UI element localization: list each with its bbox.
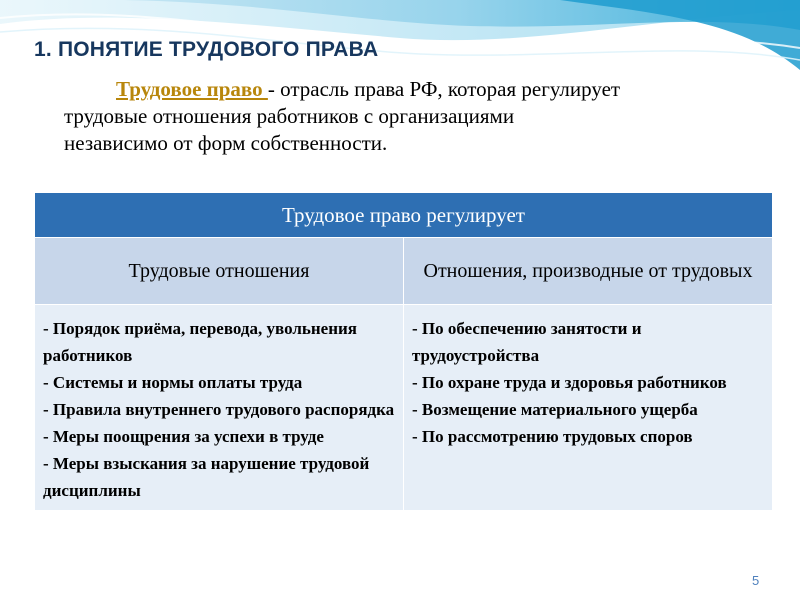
intro-line-1	[64, 76, 774, 103]
column-header-labor-relations: Трудовые отношения	[35, 238, 404, 305]
intro-definition: - отрасль права РФ, которая регулирует	[267, 77, 621, 101]
derived-relations-cell	[404, 305, 773, 511]
list-item: - Меры поощрения за успехи в труде	[43, 427, 324, 446]
list-item: - Правила внутреннего трудового распорядка	[43, 400, 395, 419]
labor-law-table	[34, 192, 773, 511]
list-item: - Системы и нормы оплаты труда	[43, 373, 303, 392]
intro-paragraph	[64, 76, 774, 157]
list-item: - Возмещение материального ущерба	[412, 400, 698, 419]
table-header: Трудовое право регулирует	[35, 193, 773, 238]
list-item: - Порядок приёма, перевода, увольнения работников	[43, 319, 357, 365]
list-item: - По охране труда и здоровья работников	[412, 373, 727, 392]
column-header-derived-relations: Отношения, производные от трудовых	[404, 238, 773, 305]
intro-line-3: независимо от форм собственности.	[64, 131, 388, 155]
labor-relations-cell	[35, 305, 404, 511]
slide-title: 1. ПОНЯТИЕ ТРУДОВОГО ПРАВА	[34, 38, 379, 61]
intro-term: Трудовое право	[116, 77, 268, 101]
intro-line-2: трудовые отношения работников с организациями	[64, 104, 515, 128]
page-number: 5	[752, 573, 760, 588]
list-item: - Меры взыскания за нарушение трудовой дисциплины	[43, 454, 370, 500]
list-item: - По обеспечению занятости и трудоустройства	[412, 319, 642, 365]
list-item: - По рассмотрению трудовых споров	[412, 427, 693, 446]
